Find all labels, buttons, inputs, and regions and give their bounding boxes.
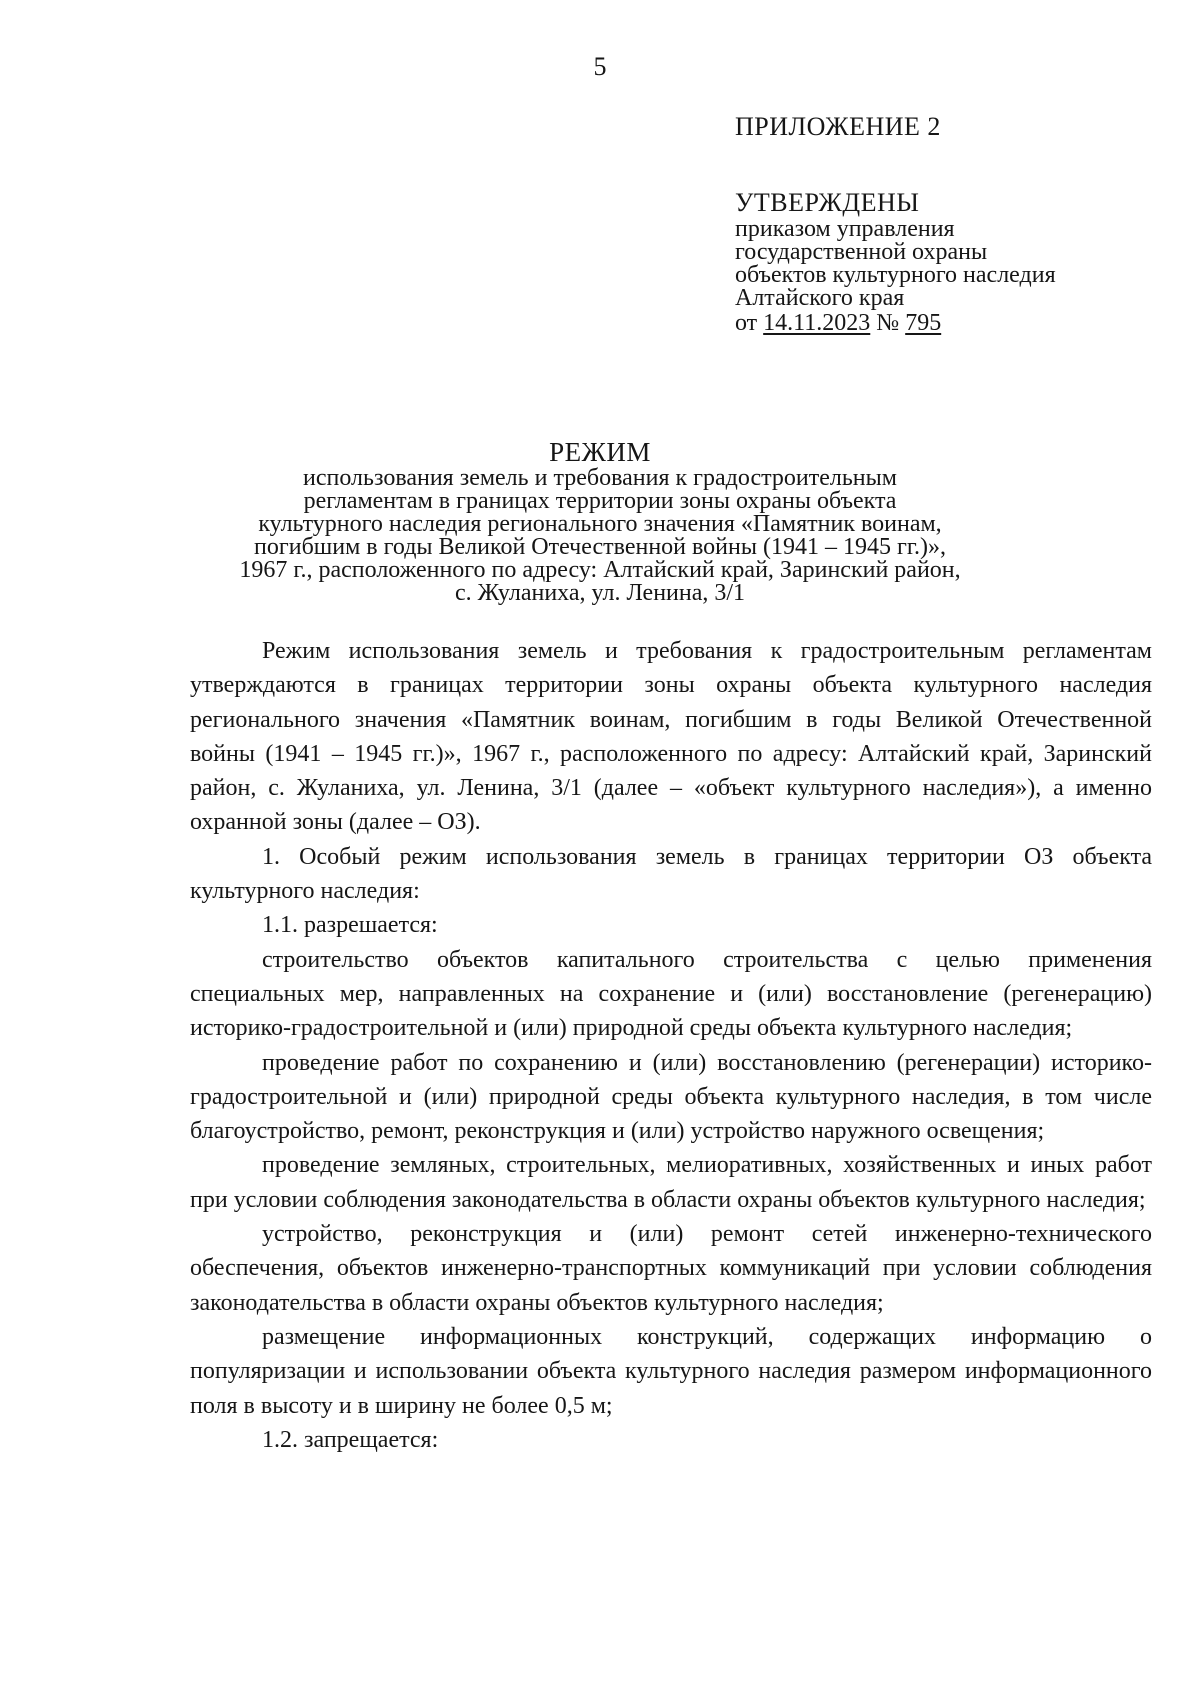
title-line: использования земель и требования к градостроительным bbox=[303, 465, 897, 491]
title-line: погибшим в годы Великой Отечественной войны (1941 – 1945 гг.)», bbox=[254, 534, 946, 560]
title-line: регламентам в границах территории зоны охраны объекта bbox=[303, 488, 897, 514]
title-line: культурного наследия регионального значения «Памятник воинам, bbox=[258, 511, 942, 537]
intro-paragraph: Режим использования земель и требования к градостроительным регламентам утверждаются в границах территории зоны охраны объекта культурного наследия регионального значения «Памятник воинам, погибшим в годы Великой Отечественной войны (1941 – 1945 гг.)», 1967 г., расположенного по адресу: Алтайский край, Заринский район, с. Жуланиха, ул. Ленина, 3/1 (далее – «объект культурного наследия»), а именно охранной зоны (далее – ОЗ). bbox=[190, 638, 1152, 836]
approval-line: объектов культурного наследия bbox=[735, 262, 1056, 288]
number-prefix: № bbox=[876, 310, 900, 336]
order-number: 795 bbox=[905, 310, 942, 336]
order-date: 14.11.2023 bbox=[763, 310, 871, 336]
allowed-item: размещение информационных конструкций, содержащих информацию о популяризации и использовании объекта культурного наследия размером информационного поля в высоту и в ширину не более 0,5 м; bbox=[190, 1323, 1152, 1419]
approval-block bbox=[735, 112, 1175, 337]
title-line: 1967 г., расположенного по адресу: Алтайский край, Заринский район, bbox=[239, 557, 961, 583]
document-title bbox=[150, 437, 1050, 605]
title-line: с. Жуланиха, ул. Ленина, 3/1 bbox=[454, 580, 746, 606]
title-heading: РЕЖИМ bbox=[549, 437, 651, 467]
order-date-line bbox=[735, 310, 1175, 337]
approval-line: государственной охраны bbox=[735, 239, 988, 265]
subsection-1-2-heading: 1.2. запрещается: bbox=[262, 1426, 439, 1453]
document-body bbox=[190, 634, 1152, 1457]
allowed-item: устройство, реконструкция и (или) ремонт сетей инженерно-технического обеспечения, объектов инженерно-транспортных коммуникаций при условии соблюдения законодательства в области охраны объектов культурного наследия; bbox=[190, 1221, 1152, 1316]
allowed-item: проведение земляных, строительных, мелиоративных, хозяйственных и иных работ при условии соблюдения законодательства в области охраны объектов культурного наследия; bbox=[190, 1152, 1152, 1213]
subsection-1-1-heading: 1.1. разрешается: bbox=[262, 912, 438, 939]
section-1-heading: 1. Особый режим использования земель в границах территории ОЗ объекта культурного наследия: bbox=[190, 843, 1152, 905]
allowed-item: строительство объектов капитального строительства с целью применения специальных мер, направленных на сохранение и (или) восстановление (регенерацию) историко-градостроительной и (или) природной среды объекта культурного наследия; bbox=[190, 946, 1152, 1042]
approval-line: Алтайского края bbox=[735, 285, 905, 311]
appendix-label: ПРИЛОЖЕНИЕ 2 bbox=[735, 112, 941, 141]
page-number: 5 bbox=[593, 52, 607, 81]
approved-label: УТВЕРЖДЕНЫ bbox=[735, 188, 920, 217]
allowed-item: проведение работ по сохранению и (или) восстановлению (регенерации) историко-градостроительной и (или) природной среды объекта культурного наследия, в том числе благоустройство, ремонт, реконструкция и (или) устройство наружного освещения; bbox=[190, 1049, 1152, 1145]
date-prefix: от bbox=[735, 310, 758, 336]
approval-line: приказом управления bbox=[735, 216, 955, 242]
